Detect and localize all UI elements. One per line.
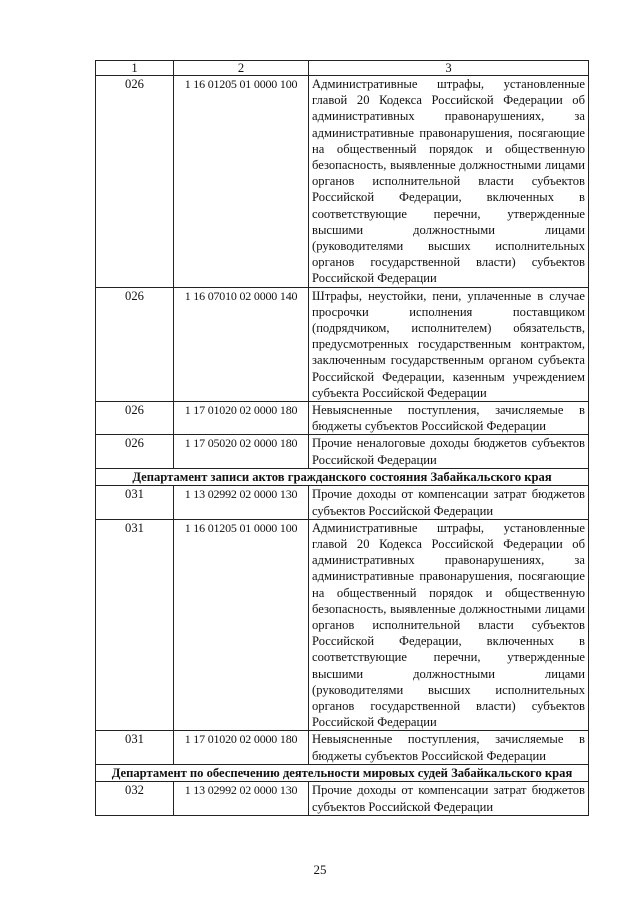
table-body: [96, 61, 589, 816]
revenue-code-cell: 1 16 01205 01 0000 100: [174, 76, 309, 288]
admin-code-cell: 026: [96, 402, 174, 435]
revenue-codes-table: [95, 60, 589, 816]
page-number: 25: [313, 862, 327, 877]
table-header-row: [96, 61, 589, 76]
revenue-description-cell: Невыясненные поступления, зачисляемые в бюджеты субъектов Российской Федерации: [309, 731, 589, 764]
table-row: [96, 731, 589, 764]
header-col-1: 1: [96, 61, 174, 76]
section-title: Департамент записи актов гражданского состояния Забайкальского края: [96, 468, 589, 486]
admin-code-cell: 026: [96, 435, 174, 468]
section-title: Департамент по обеспечению деятельности мировых судей Забайкальского края: [96, 764, 589, 782]
table-row: [96, 782, 589, 815]
revenue-description-cell: Штрафы, неустойки, пени, уплаченные в случае просрочки исполнения поставщиком (подрядчиком, исполнителем) обязательств, предусмотренных государственным контрактом, заключенным государственным органом субъекта Российской Федерации, казенным учреждением субъекта Российской Федерации: [309, 287, 589, 401]
revenue-code-cell: 1 17 05020 02 0000 180: [174, 435, 309, 468]
revenue-code-cell: 1 17 01020 02 0000 180: [174, 731, 309, 764]
revenue-description-cell: Административные штрафы, установленные главой 20 Кодекса Российской Федерации об административных правонарушениях, за административные правонарушения, посягающие на общественный порядок и общественную безопасность, выявленные должностными лицами органов исполнительной власти субъектов Российской Федерации, включенных в соответствующие перечни, утвержденные высшими должностными лицами (руководителями высших исполнительных органов государственной власти) субъектов Российской Федерации: [309, 76, 589, 288]
table-row: [96, 287, 589, 401]
revenue-code-cell: 1 13 02992 02 0000 130: [174, 782, 309, 815]
revenue-description-cell: Невыясненные поступления, зачисляемые в бюджеты субъектов Российской Федерации: [309, 402, 589, 435]
section-header-row: [96, 468, 589, 486]
table-row: [96, 435, 589, 468]
header-col-3: 3: [309, 61, 589, 76]
admin-code-cell: 026: [96, 76, 174, 288]
table-row: [96, 402, 589, 435]
section-header-row: [96, 764, 589, 782]
revenue-description-cell: Административные штрафы, установленные главой 20 Кодекса Российской Федерации об административных правонарушениях, за административные правонарушения, посягающие на общественный порядок и общественную безопасность, выявленные должностными лицами органов исполнительной власти субъектов Российской Федерации, включенных в соответствующие перечни, утвержденные высшими должностными лицами (руководителями высших исполнительных органов государственной власти) субъектов Российской Федерации: [309, 519, 589, 731]
revenue-code-cell: 1 17 01020 02 0000 180: [174, 402, 309, 435]
revenue-description-cell: Прочие доходы от компенсации затрат бюджетов субъектов Российской Федерации: [309, 486, 589, 519]
header-col-2: 2: [174, 61, 309, 76]
revenue-description-cell: Прочие неналоговые доходы бюджетов субъектов Российской Федерации: [309, 435, 589, 468]
admin-code-cell: 032: [96, 782, 174, 815]
admin-code-cell: 031: [96, 519, 174, 731]
revenue-description-cell: Прочие доходы от компенсации затрат бюджетов субъектов Российской Федерации: [309, 782, 589, 815]
admin-code-cell: 031: [96, 731, 174, 764]
revenue-code-cell: 1 16 01205 01 0000 100: [174, 519, 309, 731]
revenue-code-cell: 1 13 02992 02 0000 130: [174, 486, 309, 519]
table-row: [96, 519, 589, 731]
admin-code-cell: 031: [96, 486, 174, 519]
table-row: [96, 76, 589, 288]
table-row: [96, 486, 589, 519]
revenue-code-cell: 1 16 07010 02 0000 140: [174, 287, 309, 401]
admin-code-cell: 026: [96, 287, 174, 401]
